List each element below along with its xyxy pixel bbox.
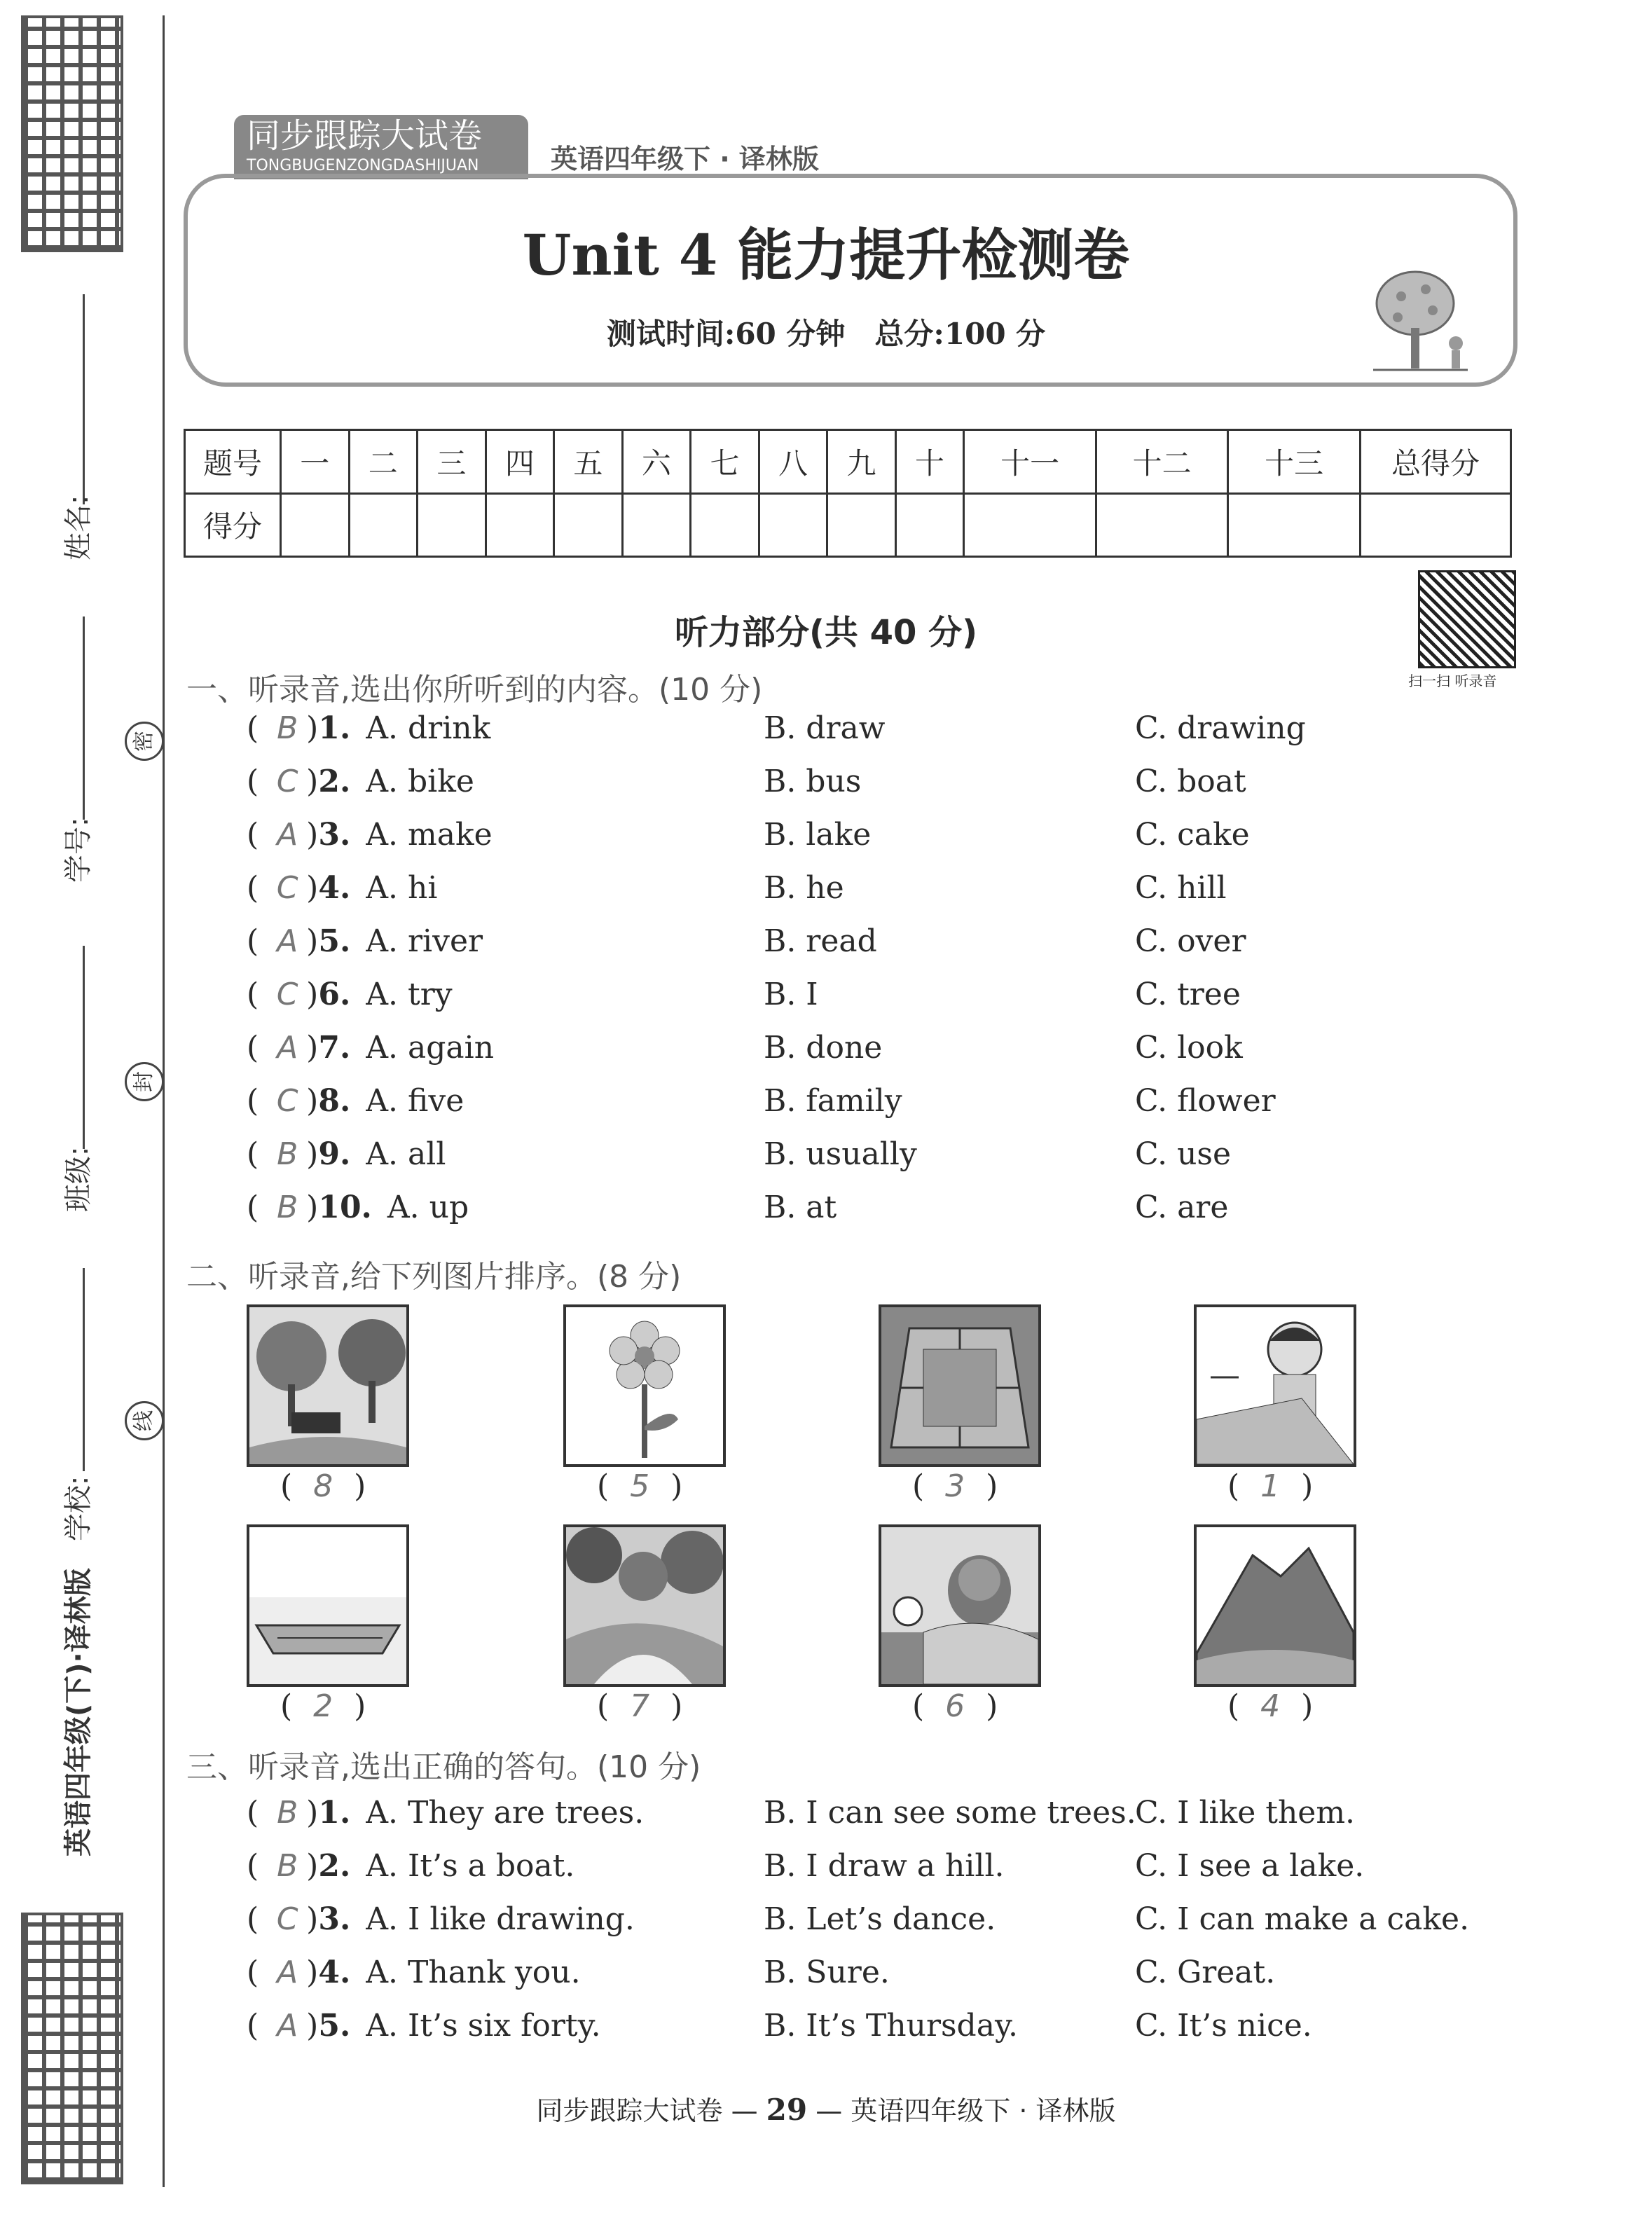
- question-number: 5.: [318, 923, 351, 959]
- question-row: ( A )7. A. again: [247, 1030, 495, 1066]
- seal-xian: 线: [125, 1401, 164, 1440]
- score-cell[interactable]: [895, 493, 964, 557]
- score-cell[interactable]: [1361, 493, 1511, 557]
- score-cell[interactable]: [486, 493, 554, 557]
- option-c[interactable]: C. I like them.: [1135, 1795, 1356, 1831]
- question-number: 2.: [318, 1848, 351, 1884]
- page-title: Unit 4 能力提升检测卷: [522, 222, 1130, 288]
- option-a[interactable]: A. drink: [366, 710, 491, 746]
- table-header-cell: 九: [827, 430, 896, 494]
- question-number: 9.: [318, 1136, 351, 1172]
- park-bench-picture: [247, 1304, 409, 1467]
- option-c[interactable]: C. I see a lake.: [1135, 1848, 1365, 1884]
- option-c[interactable]: C. boat: [1135, 764, 1246, 799]
- question-number: 6.: [318, 977, 351, 1012]
- question-number: 1.: [318, 1795, 351, 1831]
- option-a[interactable]: A. bike: [366, 764, 474, 799]
- question-number: 1.: [318, 710, 351, 746]
- score-cell[interactable]: [827, 493, 896, 557]
- option-c[interactable]: C. look: [1135, 1030, 1243, 1066]
- option-b[interactable]: B. read: [764, 923, 877, 959]
- question-row: ( B )10. A. up: [247, 1190, 469, 1225]
- option-a[interactable]: A. make: [366, 817, 493, 853]
- tree-icon: [1366, 265, 1471, 377]
- option-b[interactable]: B. draw: [764, 710, 886, 746]
- footer-dash: —: [815, 2095, 851, 2126]
- answer-blank[interactable]: C: [276, 764, 298, 799]
- score-cell[interactable]: [281, 493, 350, 557]
- option-b[interactable]: B. usually: [764, 1136, 917, 1172]
- question-number: 2.: [318, 764, 351, 799]
- answer-blank[interactable]: B: [277, 1848, 298, 1884]
- score-cell[interactable]: [418, 493, 486, 557]
- option-b[interactable]: B. I can see some trees.: [764, 1795, 1136, 1831]
- option-b[interactable]: B. I: [764, 977, 818, 1012]
- question-row: ( B )1. A. They are trees.: [247, 1795, 645, 1831]
- option-b[interactable]: B. he: [764, 870, 844, 906]
- table-header-cell: 二: [349, 430, 418, 494]
- answer-blank[interactable]: C: [276, 1083, 298, 1119]
- table-header-cell: 五: [554, 430, 623, 494]
- court-picture: [879, 1304, 1041, 1467]
- question-number: 3.: [318, 817, 351, 853]
- seal-feng: 封: [125, 1062, 164, 1101]
- picture-answer[interactable]: ( 3 ): [912, 1468, 998, 1504]
- picture-answer[interactable]: ( 8 ): [280, 1468, 366, 1504]
- brand-tab: [234, 115, 528, 179]
- option-b[interactable]: B. Let’s dance.: [764, 1901, 996, 1937]
- table-header-cell: 十: [895, 430, 964, 494]
- score-cell[interactable]: [622, 493, 691, 557]
- option-a[interactable]: A. five: [366, 1083, 464, 1119]
- option-c[interactable]: C. I can make a cake.: [1135, 1901, 1470, 1937]
- option-a[interactable]: A. again: [366, 1030, 495, 1066]
- answer-blank[interactable]: B: [277, 1795, 298, 1831]
- question-number: 3.: [318, 1901, 351, 1937]
- picture-answer[interactable]: ( 7 ): [597, 1688, 683, 1724]
- test-info: 测试时间:60 分钟 总分:100 分: [606, 317, 1046, 351]
- table-header-cell: 十一: [964, 430, 1096, 494]
- name-label: 姓名:: [62, 495, 95, 560]
- question-number: 8.: [318, 1083, 351, 1119]
- footer-brand: 同步跟踪大试卷: [536, 2095, 723, 2126]
- option-c[interactable]: C. drawing: [1135, 710, 1306, 746]
- id-label: 学号:: [62, 817, 95, 883]
- bottom-border-pattern: [21, 1913, 123, 2184]
- answer-blank[interactable]: A: [277, 1030, 298, 1066]
- option-a[interactable]: A. up: [387, 1190, 469, 1225]
- school-line: [83, 1268, 85, 1471]
- answer-blank[interactable]: 8: [313, 1468, 333, 1504]
- table-header-cell: 总得分: [1361, 430, 1511, 494]
- score-cell[interactable]: [691, 493, 759, 557]
- option-c[interactable]: C. hill: [1135, 870, 1227, 906]
- question-number: 10.: [318, 1190, 372, 1225]
- table-header-cell: 四: [486, 430, 554, 494]
- table-header-cell: 十二: [1096, 430, 1228, 494]
- picture-answer[interactable]: ( 5 ): [597, 1468, 683, 1504]
- answer-blank[interactable]: 7: [630, 1688, 650, 1724]
- question-row: ( C )3. A. I like drawing.: [247, 1901, 635, 1937]
- answer-blank[interactable]: A: [277, 923, 298, 959]
- question-number: 5.: [318, 2008, 351, 2044]
- answer-blank[interactable]: 1: [1260, 1468, 1281, 1504]
- option-c[interactable]: C. over: [1135, 923, 1246, 959]
- score-cell[interactable]: [1096, 493, 1228, 557]
- part2-heading: 二、听录音,给下列图片排序。(8 分): [186, 1259, 682, 1295]
- question-row: ( C )8. A. five: [247, 1083, 464, 1119]
- score-cell[interactable]: [554, 493, 623, 557]
- option-a[interactable]: A. hi: [366, 870, 438, 906]
- option-c[interactable]: C. use: [1135, 1136, 1232, 1172]
- question-number: 7.: [318, 1030, 351, 1066]
- option-a[interactable]: A. river: [366, 923, 483, 959]
- score-cell[interactable]: [759, 493, 827, 557]
- question-row: ( C )4. A. hi: [247, 870, 438, 906]
- option-b[interactable]: B. at: [764, 1190, 837, 1225]
- picture-answer[interactable]: ( 4 ): [1227, 1688, 1314, 1724]
- option-b[interactable]: B. family: [764, 1083, 902, 1119]
- option-a[interactable]: A. I like drawing.: [366, 1901, 635, 1937]
- mountain-picture: [1194, 1524, 1356, 1687]
- footer-dash: —: [731, 2095, 766, 2126]
- option-c[interactable]: C. tree: [1135, 977, 1241, 1012]
- edition-label: 英语四年级下 · 译林版: [551, 144, 819, 174]
- question-row: ( B )1. A. drink: [247, 710, 491, 746]
- forest-river-picture: [563, 1524, 726, 1687]
- answer-blank[interactable]: A: [277, 817, 298, 853]
- answer-blank[interactable]: 3: [945, 1468, 965, 1504]
- question-row: ( B )9. A. all: [247, 1136, 446, 1172]
- option-b[interactable]: B. done: [764, 1030, 883, 1066]
- answer-blank[interactable]: 6: [945, 1688, 965, 1724]
- option-c[interactable]: C. cake: [1135, 817, 1250, 853]
- part1-heading: 一、听录音,选出你所听到的内容。(10 分): [186, 672, 763, 708]
- answer-blank[interactable]: C: [276, 1901, 298, 1937]
- option-b[interactable]: B. Sure.: [764, 1955, 890, 1990]
- class-label: 班级:: [62, 1146, 95, 1212]
- score-table-score-row: [185, 493, 1511, 557]
- page-footer: [0, 2089, 1652, 2128]
- picture-answer[interactable]: ( 1 ): [1227, 1468, 1314, 1504]
- picture-answer[interactable]: ( 6 ): [912, 1688, 998, 1724]
- option-c[interactable]: C. are: [1135, 1190, 1229, 1225]
- brand-name: 同步跟踪大试卷: [247, 116, 483, 156]
- question-number: 4.: [318, 870, 351, 906]
- answer-blank[interactable]: A: [277, 2008, 298, 2044]
- question-row: ( A )4. A. Thank you.: [247, 1955, 581, 1990]
- option-b[interactable]: B. lake: [764, 817, 872, 853]
- score-cell[interactable]: [349, 493, 418, 557]
- table-header-cell: 八: [759, 430, 827, 494]
- option-c[interactable]: C. It’s nice.: [1135, 2008, 1312, 2044]
- answer-blank[interactable]: C: [276, 870, 298, 906]
- question-row: ( C )2. A. bike: [247, 764, 474, 799]
- question-row: ( A )3. A. make: [247, 817, 493, 853]
- table-row-label: 得分: [185, 493, 281, 557]
- listening-section-title: 听力部分(共 40 分): [674, 613, 978, 652]
- table-header-cell: 一: [281, 430, 350, 494]
- question-number: 4.: [318, 1955, 351, 1990]
- seal-mi: 密: [125, 722, 164, 761]
- table-header-cell: 七: [691, 430, 759, 494]
- table-header-cell: 六: [622, 430, 691, 494]
- question-row: ( C )6. A. try: [247, 977, 453, 1012]
- picture-answer[interactable]: ( 2 ): [280, 1688, 366, 1724]
- answer-blank[interactable]: B: [277, 1136, 298, 1172]
- option-c[interactable]: C. flower: [1135, 1083, 1276, 1119]
- option-b[interactable]: B. I draw a hill.: [764, 1848, 1005, 1884]
- option-c[interactable]: C. Great.: [1135, 1955, 1276, 1990]
- option-a[interactable]: A. Thank you.: [366, 1955, 581, 1990]
- flower-picture: [563, 1304, 726, 1467]
- answer-blank[interactable]: A: [277, 1955, 298, 1990]
- score-table-header-row: [185, 430, 1511, 494]
- answer-blank[interactable]: 5: [630, 1468, 650, 1504]
- question-row: ( A )5. A. river: [247, 923, 483, 959]
- class-line: [83, 946, 85, 1149]
- boy-drawing-picture: [1194, 1304, 1356, 1467]
- bear-waking-picture: [879, 1524, 1041, 1687]
- answer-blank[interactable]: B: [277, 1190, 298, 1225]
- option-b[interactable]: B. bus: [764, 764, 862, 799]
- qr-caption: 扫一扫 听录音: [1408, 673, 1497, 689]
- book-label: 英语四年级(下)·译林版: [62, 1568, 95, 1856]
- footer-edition: 英语四年级下 · 译林版: [851, 2095, 1116, 2126]
- score-cell[interactable]: [1228, 493, 1361, 557]
- option-a[interactable]: A. It’s a boat.: [366, 1848, 575, 1884]
- brand-pinyin: TONGBUGENZONGDASHIJUAN: [247, 157, 479, 174]
- table-header-cell: 十三: [1228, 430, 1361, 494]
- answer-blank[interactable]: 2: [313, 1688, 333, 1724]
- answer-blank[interactable]: 4: [1260, 1688, 1281, 1724]
- option-a[interactable]: A. It’s six forty.: [366, 2008, 601, 2044]
- option-a[interactable]: A. They are trees.: [366, 1795, 645, 1831]
- table-row-label: 题号: [185, 430, 281, 494]
- page-number: 29: [766, 2093, 808, 2127]
- table-header-cell: 三: [418, 430, 486, 494]
- question-row: ( A )5. A. It’s six forty.: [247, 2008, 601, 2044]
- question-row: ( B )2. A. It’s a boat.: [247, 1848, 575, 1884]
- option-b[interactable]: B. It’s Thursday.: [764, 2008, 1018, 2044]
- school-label: 学校:: [62, 1475, 95, 1541]
- answer-blank[interactable]: C: [276, 977, 298, 1012]
- score-table: [184, 429, 1512, 558]
- boat-picture: [247, 1524, 409, 1687]
- score-cell[interactable]: [964, 493, 1096, 557]
- option-a[interactable]: A. try: [366, 977, 453, 1012]
- part3-heading: 三、听录音,选出正确的答句。(10 分): [186, 1749, 701, 1785]
- option-a[interactable]: A. all: [366, 1136, 446, 1172]
- answer-blank[interactable]: B: [277, 710, 298, 746]
